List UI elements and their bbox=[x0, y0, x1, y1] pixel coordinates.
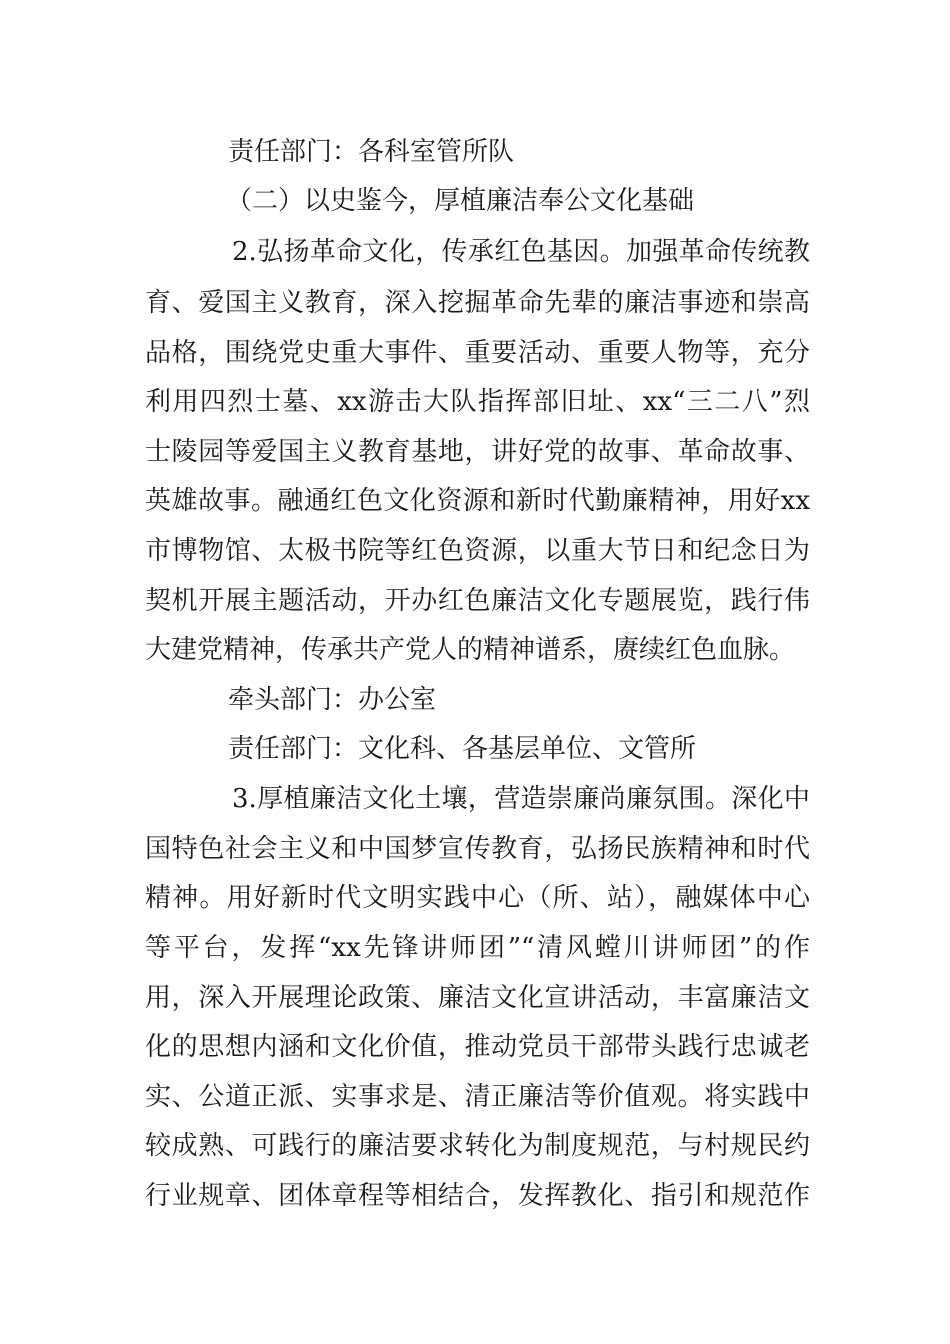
paragraph-line: 实、公道正派、实事求是、清正廉洁等价值观。将实践中 bbox=[145, 1082, 810, 1112]
paragraph-line: 行业规章、团体章程等相结合，发挥教化、指引和规范作 bbox=[145, 1181, 810, 1211]
paragraph-line: 士陵园等爱国主义教育基地，讲好党的故事、革命故事、 bbox=[145, 437, 810, 467]
paragraph-line: 2.弘扬革命文化，传承红色基因。加强革命传统教 bbox=[232, 237, 810, 267]
section-heading-2: （二）以史鉴今，厚植廉洁奉公文化基础 bbox=[226, 186, 695, 216]
paragraph-line: 契机开展主题活动，开办红色廉洁文化专题展览，践行伟 bbox=[145, 586, 810, 616]
paragraph-line: 国特色社会主义和中国梦宣传教育，弘扬民族精神和时代 bbox=[145, 834, 810, 864]
responsible-dept-line: 责任部门：各科室管所队 bbox=[228, 137, 515, 167]
paragraph-line: 等平台，发挥“xx先锋讲师团”“清风螳川讲师团”的作 bbox=[145, 933, 810, 963]
paragraph-line: 利用四烈士墓、xx游击大队指挥部旧址、xx“三二八”烈 bbox=[145, 387, 810, 417]
paragraph-line: 大建党精神，传承共产党人的精神谱系，赓续红色血脉。 bbox=[145, 635, 796, 665]
paragraph-line: 用，深入开展理论政策、廉洁文化宣讲活动，丰富廉洁文 bbox=[145, 983, 810, 1013]
paragraph-line: 育、爱国主义教育，深入挖掘革命先辈的廉洁事迹和崇高 bbox=[145, 288, 810, 318]
responsible-dept-line: 责任部门：文化科、各基层单位、文管所 bbox=[228, 734, 697, 764]
paragraph-line: 较成熟、可践行的廉洁要求转化为制度规范，与村规民约 bbox=[145, 1131, 810, 1161]
paragraph-line: 3.厚植廉洁文化土壤，营造崇廉尚廉氛围。深化中 bbox=[232, 784, 810, 814]
lead-dept-line: 牵头部门：办公室 bbox=[228, 685, 437, 715]
paragraph-line: 化的思想内涵和文化价值，推动党员干部带头践行忠诚老 bbox=[145, 1032, 810, 1062]
paragraph-line: 市博物馆、太极书院等红色资源，以重大节日和纪念日为 bbox=[145, 536, 810, 566]
paragraph-line: 品格，围绕党史重大事件、重要活动、重要人物等，充分 bbox=[145, 338, 810, 368]
paragraph-line: 精神。用好新时代文明实践中心（所、站），融媒体中心 bbox=[145, 883, 810, 913]
paragraph-line: 英雄故事。融通红色文化资源和新时代勤廉精神，用好xx bbox=[145, 486, 810, 516]
